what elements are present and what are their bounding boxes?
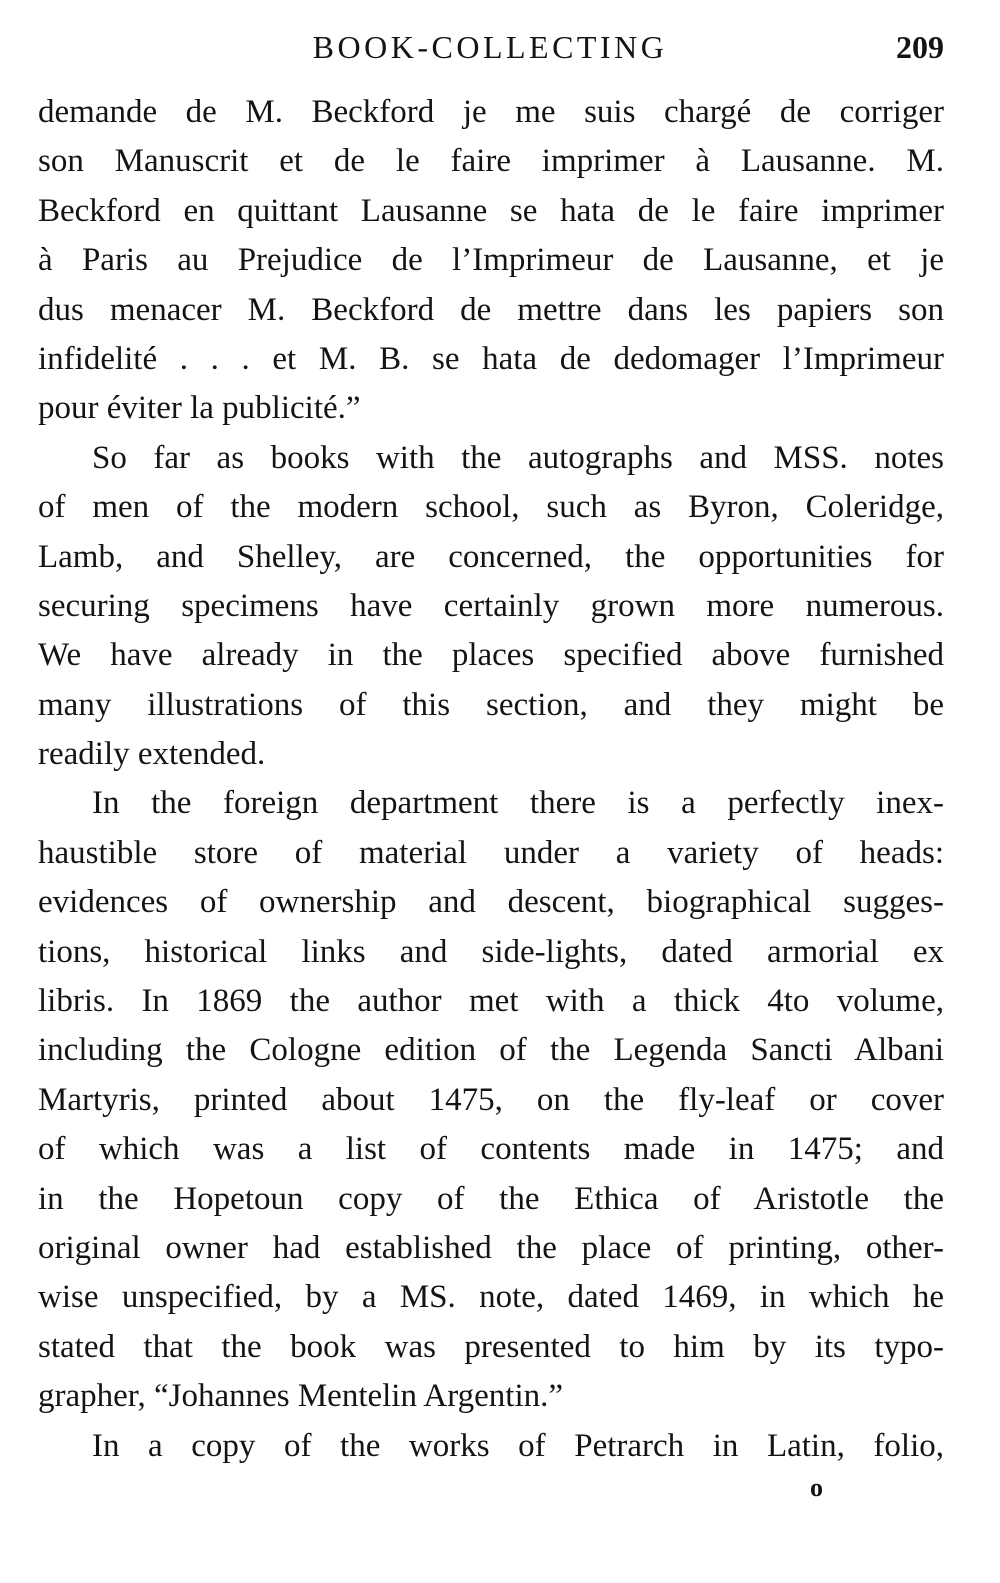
text-line: libris. In 1869 the author met with a thick 4to volume, [38, 983, 944, 1020]
text-line: demande de M. Beckford je me suis chargé de corriger [38, 94, 944, 130]
text-line: securing specimens have certainly grown more numerous. [38, 587, 944, 624]
text-line: dus menacer M. Beckford de mettre dans les papiers son [38, 291, 944, 328]
signature-mark: o [810, 1473, 823, 1502]
text-line: à Paris au Prejudice de l’Imprimeur de Lausanne, et je [38, 242, 944, 279]
page-number: 209 [896, 29, 944, 65]
text-line: stated that the book was presented to him by its typo- [38, 1328, 944, 1365]
running-head [36, 22, 944, 72]
text-line: So far as books with the autographs and MSS. notes [92, 439, 944, 476]
text-line: Martyris, printed about 1475, on the fly-leaf or cover [38, 1081, 944, 1118]
running-title: BOOK-COLLECTING [312, 29, 668, 65]
text-line: Beckford en quittant Lausanne se hata de le faire imprimer [38, 192, 944, 229]
text-line: readily extended. [38, 736, 266, 773]
text-line: grapher, “Johannes Mentelin Argentin.” [38, 1378, 564, 1415]
text-line: Lamb, and Shelley, are concerned, the opportunities for [38, 538, 944, 575]
text-line: wise unspecified, by a MS. note, dated 1469, in which he [38, 1279, 944, 1316]
body-text [38, 88, 944, 1471]
text-line: of which was a list of contents made in 1475; and [38, 1131, 944, 1168]
text-line: pour éviter la publicité.” [38, 390, 361, 427]
text-line: In a copy of the works of Petrarch in Latin, folio, [92, 1427, 944, 1464]
text-line: of men of the modern school, such as Byron, Coleridge, [38, 489, 944, 526]
text-line: haustible store of material under a variety of heads: [38, 834, 944, 871]
text-line: infidelité . . . et M. B. se hata de dedomager l’Imprimeur [38, 340, 944, 377]
text-line: son Manuscrit et de le faire imprimer à Lausanne. M. [38, 143, 944, 180]
text-line: original owner had established the place of printing, other- [38, 1229, 944, 1266]
text-line: In the foreign department there is a perfectly inex- [92, 785, 944, 822]
text-line: tions, historical links and side-lights, dated armorial ex [38, 933, 944, 970]
text-line: many illustrations of this section, and they might be [38, 686, 944, 723]
text-line: including the Cologne edition of the Legenda Sancti Albani [38, 1032, 944, 1069]
text-line: in the Hopetoun copy of the Ethica of Aristotle the [38, 1180, 944, 1217]
text-line: We have already in the places specified above furnished [38, 637, 944, 674]
text-line: evidences of ownership and descent, biographical sugges- [38, 884, 944, 921]
